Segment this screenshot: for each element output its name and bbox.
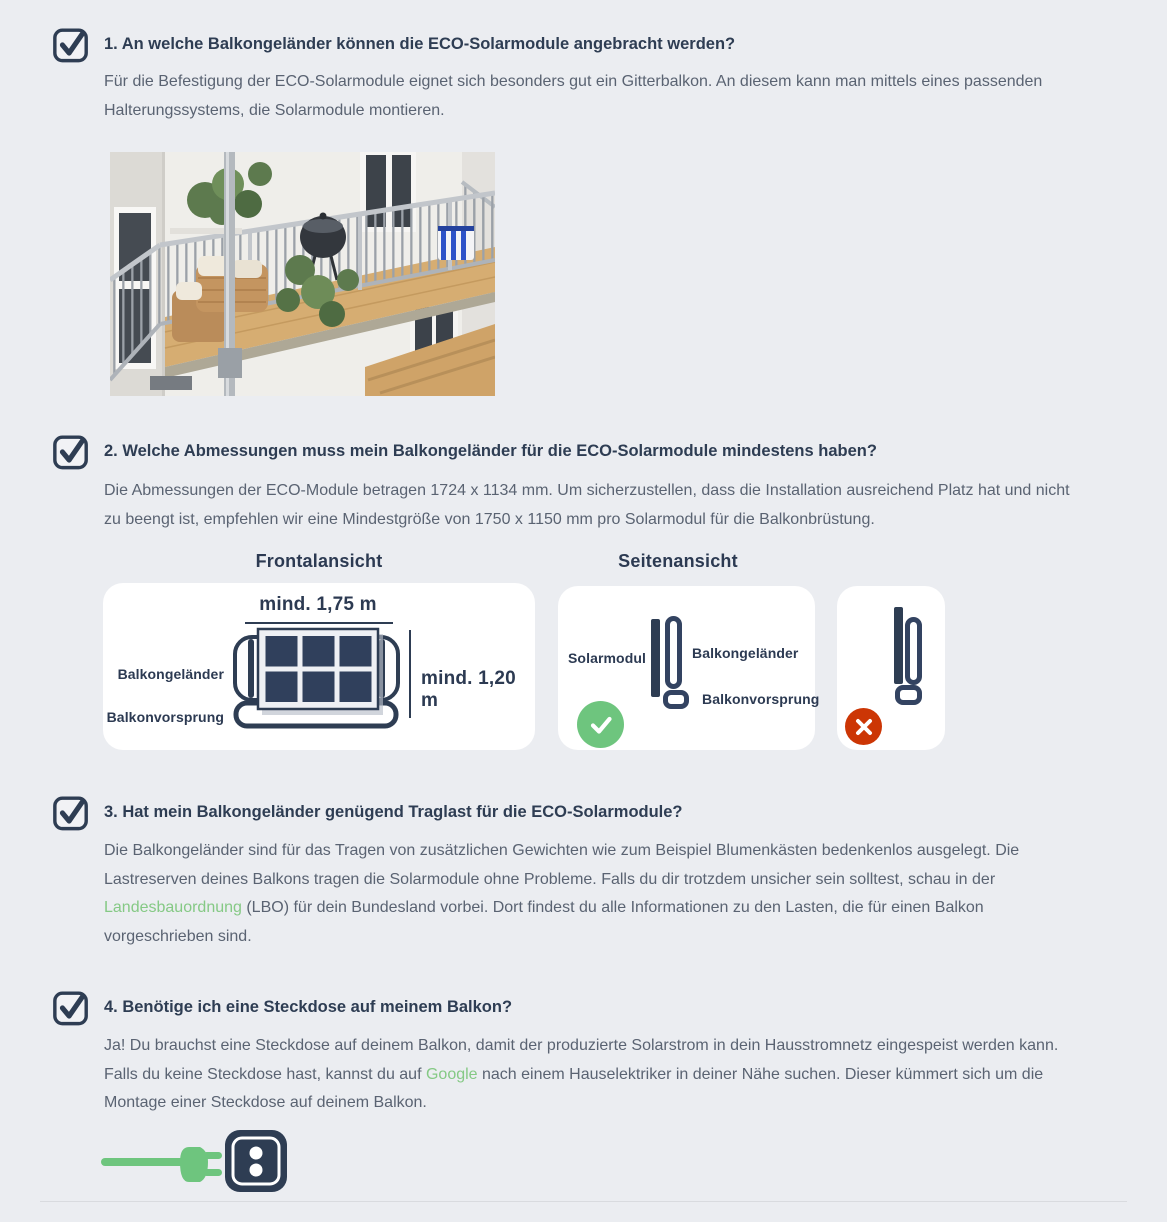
solar-module-side-shape (894, 607, 903, 684)
answer-text: Die Balkongeländer sind für das Tragen von zusätzlichen Gewichten wie zum Beispiel Blumenkästen bedenkenlos ausgelegt. Die Lastreserven deines Balkons tragen die Solarmodule ohne Probleme. Falls du dir trotzdem unsicher sein solltest, schau in der (104, 842, 1020, 888)
solar-module-front-drawing (231, 625, 403, 736)
answer-text: (LBO) für dein Bundesland vorbei. Dort findest du alle Informationen zu den Lasten, die für einen Balkon vorgeschrieben sind. (104, 899, 984, 945)
faq-question-3: 3. Hat mein Balkongeländer genügend Traglast für die ECO-Solarmodule? (104, 803, 683, 821)
plug-socket-icon (100, 1126, 292, 1201)
module-label: Solarmodul (567, 650, 646, 666)
solar-module-side-shape (651, 619, 660, 697)
ledge-side-shape (895, 685, 922, 705)
answer-text: Ja! Du brauchst eine Steckdose auf deinem Balkon, damit der produzierte Solarstrom in dein Hausstromnetz eingespeist werden kann. Falls du keine Steckdose hast, kannst du auf (104, 1037, 1059, 1083)
ledge-side-shape (663, 690, 689, 709)
faq-question-2: 2. Welche Abmessungen muss mein Balkongeländer für die ECO-Solarmodule mindestens haben? (104, 442, 877, 460)
faq-answer-1: Für die Befestigung der ECO-Solarmodule eignet sich besonders gut ein Gitterbalkon. An diesem kann man mittels eines passenden Halterungssystems, die Solarmodule montieren. (104, 73, 1043, 119)
faq-answer-4 (104, 1032, 1074, 1118)
section-divider (40, 1201, 1127, 1202)
side-view-wrong-card (837, 586, 945, 750)
faq-answer-2: Die Abmessungen der ECO-Module betragen 1724 x 1134 mm. Um sicherzustellen, dass die Installation ausreichend Platz hat und nicht zu beengt ist, empfehlen wir eine Mindestgröße von 1750 x 1150 mm pro Solarmodul für die Balkonbrüstung. (104, 482, 1070, 528)
min-width-label: mind. 1,75 m (259, 594, 377, 615)
width-measure-line (245, 622, 393, 624)
landesbauordnung-link[interactable]: Landesbauordnung (104, 899, 242, 917)
answer-text: nach einem Hauselektriker in deiner Nähe suchen. Dieser kümmert sich um die Montage einer Steckdose auf deinem Balkon. (104, 1065, 1044, 1112)
railing-side-shape (665, 616, 682, 689)
balcony-photo (110, 152, 495, 396)
faq-question-4: 4. Benötige ich eine Steckdose auf meinem Balkon? (104, 998, 513, 1016)
faq-answer-3 (104, 837, 1074, 951)
check-circle-icon (577, 701, 624, 748)
x-circle-icon (845, 708, 882, 745)
checkbox-checked-icon (52, 988, 90, 1026)
side-view-title: Seitenansicht (618, 551, 738, 571)
google-link[interactable]: Google (425, 1065, 478, 1083)
side-view-correct-card (558, 586, 820, 750)
min-height-label: mind. 1,20 m (421, 668, 516, 711)
railing-side-shape (905, 617, 922, 685)
ledge-label: Balkonvorsprung (702, 691, 820, 707)
railing-label: Balkongeländer (117, 666, 224, 682)
railing-label: Balkongeländer (692, 645, 799, 661)
frontal-view-title: Frontalansicht (255, 551, 383, 571)
ledge-label: Balkonvorsprung (106, 709, 224, 725)
frontal-view-card (103, 583, 535, 750)
checkbox-checked-icon (52, 793, 90, 831)
checkbox-checked-icon (52, 432, 90, 470)
faq-question-1: 1. An welche Balkongeländer können die ECO-Solarmodule angebracht werden? (104, 35, 736, 53)
checkbox-checked-icon (52, 25, 90, 63)
height-measure-line (409, 630, 411, 718)
